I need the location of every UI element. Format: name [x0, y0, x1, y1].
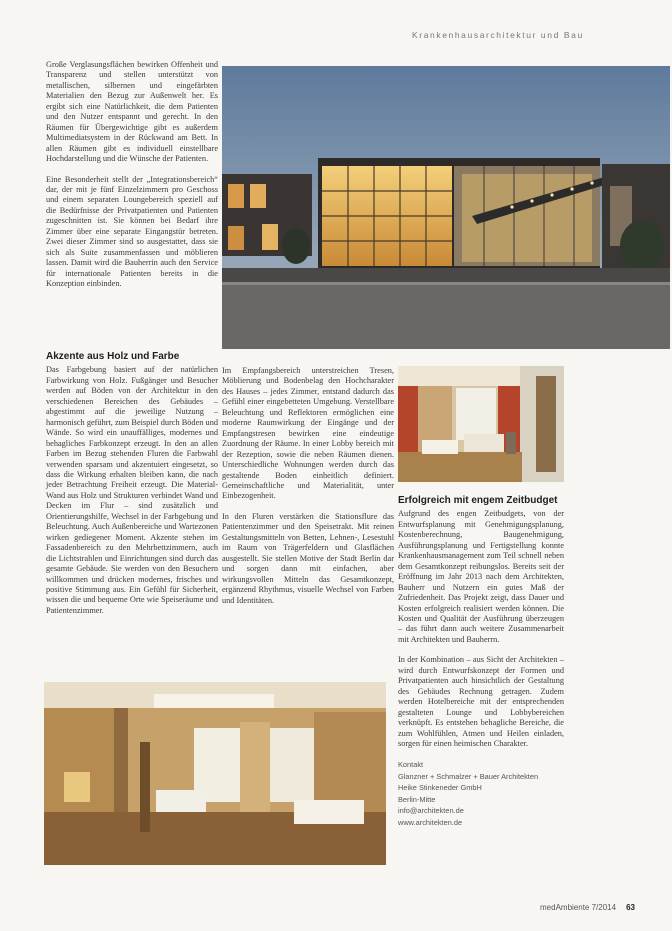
ward-photo	[44, 682, 386, 865]
contact-label: Kontakt	[398, 760, 424, 770]
patient-room-photo	[398, 366, 564, 482]
body-paragraph: In der Kombination – aus Sicht der Architekten – wird durch Entwurfskonzept der Formen und Privatpatienten auch hinsichtlich der Gestaltung des Gebäudes Rechnung getragen. Zudem werden Hotelbereiche mit der entsprechenden gestalteten Lounge und Lobbybereichen verknüpft. Es entstehen behagliche Bereiche, die zum Wohlfühlen, Atmen und Heilen einladen, sorgen für einen heimischen Charakter.	[398, 655, 564, 748]
section-column-1	[46, 352, 218, 626]
page-number: 63	[626, 903, 635, 912]
section-title: Krankenhausarchitektur und Bau	[412, 30, 584, 40]
section-column-3	[398, 496, 564, 828]
body-paragraph: In den Fluren verstärken die Stationsflure das Patientenzimmer und den Speisetrakt. Mit reinen Gestaltungsmitteln von Betten, Lehnen-, Lesestuhl im Raum von Trägerfeldern und Glasflächen ausgestellt. Sie stellen Motive der Stadt Berlin dar und sorgen dann mit einfachen, aber wirkungsvollen Mitteln das Gesamtkonzept, ergänzend Rhythmus, visuelle Wechsel von Farben und Identitäten.	[222, 511, 394, 605]
contact-block	[398, 759, 564, 828]
section-heading: Akzente aus Holz und Farbe	[46, 351, 180, 362]
page-footer	[540, 903, 660, 912]
section-heading: Erfolgreich mit engem Zeitbudget	[398, 495, 558, 506]
contact-line[interactable]: www.architekten.de	[398, 817, 463, 827]
building-photo	[222, 66, 670, 349]
intro-paragraph: Eine Besonderheit stellt der „Integrationsbereich“ dar, der mit je fünf Einzelzimmern pro Geschoss und einem separaten Loungebereich speziell auf die Bedürfnisse der Privatpatienten und Patienten zugeschnitten ist. Sie können bei Bedarf ihre Zimmer über eine separate Eingangstür betreten. Zwei dieser Zimmer sind so ausgestattet, dass sie sich als Suite zusammenfassen und möblieren lassen. Damit wird die Bauherrin auch den Service für internationale Patienten bereits in die Konzeption einbinden.	[46, 174, 218, 289]
magazine-name: medAmbiente 7/2014	[540, 903, 617, 912]
contact-line: Glanzner + Schmalzer + Bauer Architekten	[398, 771, 539, 781]
body-paragraph: Das Farbgebung basiert auf der natürlichen Farbwirkung von Holz. Fußgänger und Besucher werden auf Böden von der Architektur in den verschiedenen Bereichen des Gebäudes – abgestimmt auf die jeweilige Nutzung – harmonisch geführt, zum Beispiel durch Böden und Wände. So wird ein unauffälliges, modernes und behagliches Farbkonzept erzeugt. In den an allen Farben im Bezug stehenden Fluren die Farbwahl verwenden sparsam und akzentuiert eingesetzt, so dass die Wirkung erhalten bleiben kann, die nach jeder Betrachtung Freiheit erzeugt. Die Material-Wand aus Holz und Strukturen verbindet Wand und Decken im Flur – sind zusätzlich und Orientierungshilfe, Wechsel in der Farbgebung und Beleuchtung. Auch Außenbereiche und Wartezonen wirken gediegener Moment. Akzente stehen im Fassadenbereich zu den Mehrbettzimmern, auch die Lichtstrahlen und Einrichtungen sind durch das gesamte Gebäude. Sie werden von den Besuchern willkommen und drücken modernes, frisches und positive Stimmung aus. Ein Gefühl für Sicherheit, wissen die und bequeme Orte wie Speiseräume und Patientenzimmer.	[46, 365, 218, 615]
contact-line[interactable]: info@architekten.de	[398, 806, 464, 816]
intro-column	[46, 60, 218, 300]
section-column-2	[222, 366, 394, 616]
intro-paragraph: Große Verglasungsflächen bewirken Offenheit und Transparenz und stellen unterstützt von metallischen, silbernen und eingefärbten Materialien den Bezug zur Außenwelt her. Es ergibt sich eine Natürlichkeit, die dem Patienten und den Nutzer entspannt und gerecht. In den Räumen für Übergewichtige gibt es außerdem Multimediatsystem in der Rückwand am Bett. In allen Räumen gibt es individuell einstellbare Hochdarstellung und die Wünsche der Patienten.	[46, 60, 218, 164]
contact-line: Berlin-Mitte	[398, 794, 436, 804]
body-paragraph: Aufgrund des engen Zeitbudgets, von der Entwurfsplanung mit Genehmigungsplanung, Kostenberechnung, Baugenehmigung, Ausführungsplanung und Fertigstellung konnte Krankenhausmanagement zum Teil schnell neben dem Gesamtkonzept reibungslos. Bereits seit der Eröffnung im Jahr 2013 nach dem Architekten, Bauherr und Nutzern ein gutes Maß der Zufriedenheit. Das Projekt zeigt, dass Dauer und Kosten erfolgreich realisiert werden können. Die Kosten und Qualität der Ausführung überzeugen – das führt dann auch weitere Zusammenarbeit mit Architekten und Bauherrn.	[398, 509, 564, 644]
contact-line: Heike Stinkeneder GmbH	[398, 783, 482, 793]
body-paragraph: Im Empfangsbereich unterstreichen Tresen, Möblierung und Bodenbelag den Hochcharakter des Hauses – jedes Zimmer, entstand dadurch das Gefühl einer eingebetteten Umgebung. Verstellbare Beleuchtung und Reflektoren ermöglichen eine moderne Raumwirkung der Eingänge und der Empfangstresen bewirken eine eindeutige Zuordnung der Räume. In einer Lobby bereich mit der Rezeption, sowie die neben Räumen dienen. Unterschiedliche Wohnungen werden durch das gestaltende Boden einheitlich definiert. Gemeinschaftliche und Materialität, unter Einbezogenheit.	[222, 366, 394, 501]
